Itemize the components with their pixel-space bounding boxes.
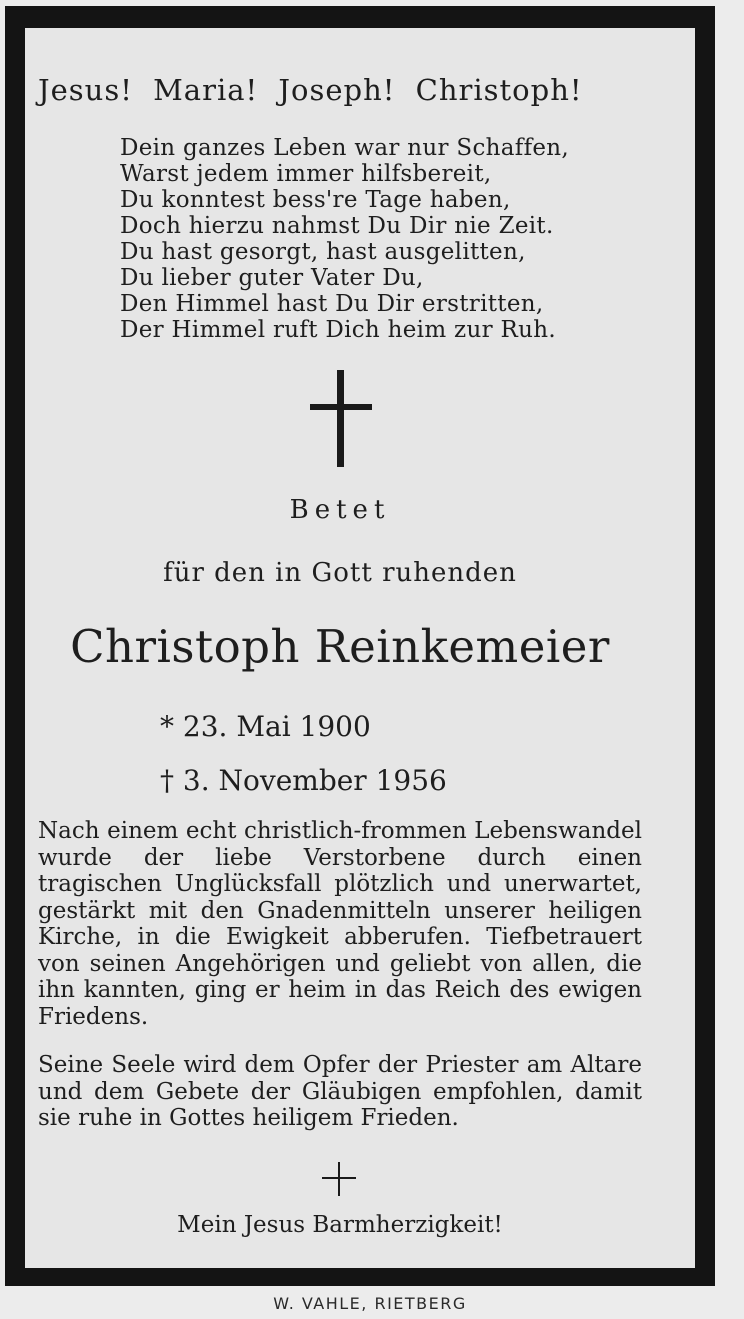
poem-line: Du konntest bess're Tage haben, bbox=[120, 187, 511, 213]
poem-line: Der Himmel ruft Dich heim zur Ruh. bbox=[120, 317, 556, 343]
biography-paragraph: Nach einem echt christlich-frommen Lebenswandel wurde der liebe Verstorbene durch einen tragischen Unglücksfall plötzlich und unerwartet, gestärkt mit den Gnadenmitteln unserer heiligen Kirche, in die Ewigkeit abberufen. Tiefbetrauert von seinen Angehörigen und geliebt von allen, die ihn kannten, ging er heim in das Reich des ewigen Friedens. bbox=[38, 818, 642, 1030]
memorial-poem bbox=[120, 135, 660, 343]
deceased-name: Christoph Reinkemeier bbox=[70, 620, 610, 673]
poem-line: Du lieber guter Vater Du, bbox=[120, 265, 424, 291]
pray-heading: Betet bbox=[289, 495, 391, 525]
birth-date: * 23. Mai 1900 bbox=[160, 710, 371, 743]
printer-imprint: W. VAHLE, RIETBERG bbox=[273, 1294, 467, 1313]
cross-icon bbox=[310, 370, 372, 467]
closing-prayer: Mein Jesus Barmherzigkeit! bbox=[177, 1212, 503, 1238]
poem-line: Dein ganzes Leben war nur Schaffen, bbox=[120, 135, 570, 161]
small-cross-icon bbox=[322, 1162, 356, 1196]
dedication-line: für den in Gott ruhenden bbox=[163, 558, 517, 588]
poem-line: Den Himmel hast Du Dir erstritten, bbox=[120, 291, 544, 317]
poem-line: Du hast gesorgt, hast ausgelitten, bbox=[120, 239, 526, 265]
intercession-heading: Jesus! Maria! Joseph! Christoph! bbox=[38, 73, 583, 107]
prayer-paragraph: Seine Seele wird dem Opfer der Priester am Altare und dem Gebete der Gläubigen empfohlen, damit sie ruhe in Gottes heiligem Frieden. bbox=[38, 1052, 642, 1131]
poem-line: Doch hierzu nahmst Du Dir nie Zeit. bbox=[120, 213, 554, 239]
poem-line: Warst jedem immer hilfsbereit, bbox=[120, 161, 492, 187]
death-date: † 3. November 1956 bbox=[160, 764, 447, 797]
